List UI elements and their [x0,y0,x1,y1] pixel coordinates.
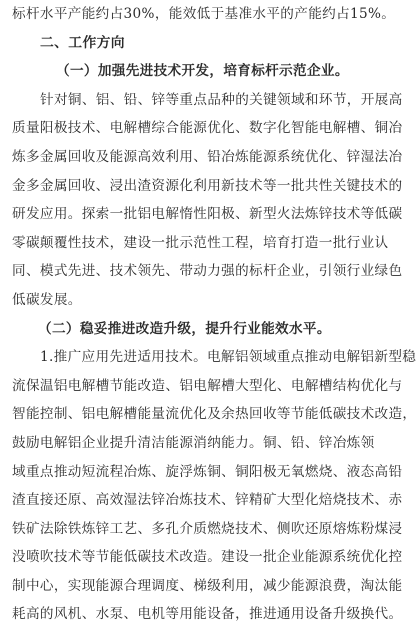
paragraph-line: 智能控制、铝电解槽能量流优化及余热回收等节能低碳技术改造， [12,406,417,423]
paragraph-2 [12,343,417,629]
paragraph-line: 渣直接还原、高效湿法锌冶炼技术、锌精矿大型化焙烧技术、赤 [12,492,403,509]
paragraph-line: 制中心，实现能源合理调度、梯级利用，减少能源浪费，淘汰能 [12,577,403,594]
section-heading: 二、工作方向 [40,34,125,51]
paragraph-line: 针对铜、铝、铅、锌等重点品种的关键领域和环节，开展高 [40,91,403,108]
paragraph-line: 低碳发展。 [12,291,82,308]
paragraph-line: 域重点推动短流程冶炼、旋浮炼铜、铜阳极无氧燃烧、液态高铅 [12,463,403,480]
paragraph-line: 耗高的风机、水泵、电机等用能设备，推进通用设备升级换代。 [12,606,403,623]
paragraph-line: 炼多金属回收及能源高效利用、铅冶炼能源系统优化、锌湿法冶 [12,148,403,165]
paragraph-line: 研发应用。探索一批铝电解惰性阳极、新型火法炼锌技术等低碳 [12,206,403,223]
subsection-title-2: （二）稳妥推进改造升级，提升行业能效水平。 [38,320,331,337]
paragraph-line: 鼓励电解铝企业提升清洁能源消纳能力。铜、铅、锌冶炼领 [12,434,375,451]
paragraph-line: 零碳颠覆性技术，建设一批示范性工程，培育打造一批行业认 [12,234,389,251]
paragraph-line: 同、模式先进、技术领先、带动力强的标杆企业，引领行业绿色 [12,263,403,280]
paragraph-line: 铁矿法除铁炼锌工艺、多孔介质燃烧技术、侧吹还原熔炼粉煤浸 [12,520,403,537]
paragraph-1 [12,86,408,315]
paragraph-line: 1.推广应用先进适用技术。电解铝领域重点推动电解铝新型稳 [40,349,417,366]
paragraph-line: 质量阳极技术、电解槽综合能源优化、数字化智能电解槽、铜冶 [12,120,403,137]
paragraph-line: 金多金属回收、浸出渣资源化利用新技术等一批共性关键技术的 [12,177,403,194]
subsection-title-1: （一）加强先进技术开发，培育标杆示范企业。 [56,63,349,80]
intro-line: 标杆水平产能约占30%，能效低于基准水平的产能约占15%。 [12,6,396,22]
paragraph-line: 没喷吹技术等节能低碳技术改造。建设一批企业能源系统优化控 [12,549,403,566]
paragraph-line: 流保温铝电解槽节能改造、铝电解槽大型化、电解槽结构优化与 [12,377,403,394]
